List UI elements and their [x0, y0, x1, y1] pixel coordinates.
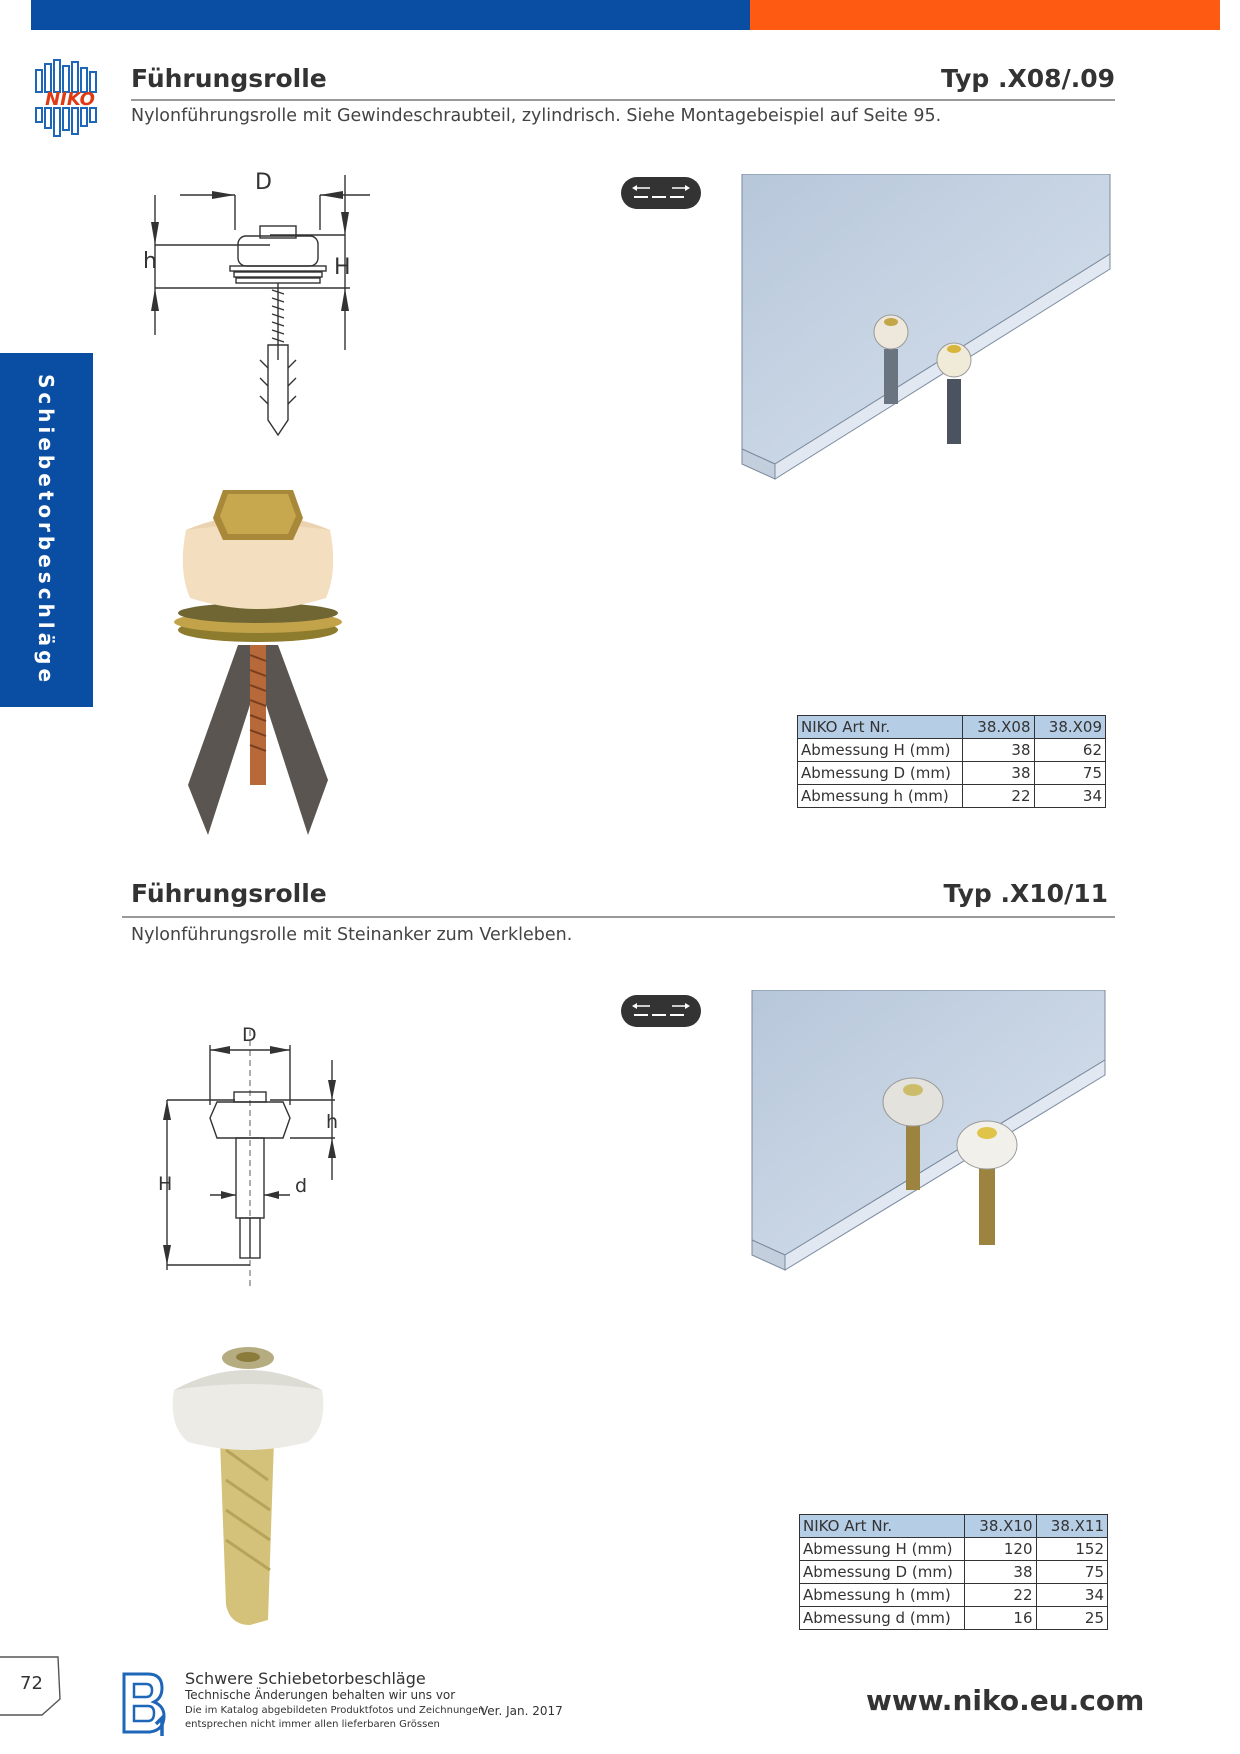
top-bar-orange — [750, 0, 1220, 30]
table-cell: 25 — [1036, 1607, 1108, 1630]
table-row — [800, 1538, 1108, 1561]
section1-title: Führungsrolle — [131, 64, 327, 93]
side-tab-label: Schiebetorbeschläge — [34, 373, 58, 687]
table-row — [800, 1561, 1108, 1584]
page-number-tab — [0, 1655, 64, 1717]
section2-installation-illustration — [750, 990, 1120, 1290]
table-cell: 34 — [1036, 1584, 1108, 1607]
page-number: 72 — [20, 1673, 43, 1694]
table-cell: Abmessung D (mm) — [798, 762, 963, 785]
section1-spec-table — [797, 715, 1106, 808]
table-cell: 62 — [1034, 739, 1106, 762]
footer-note-photos: Die im Katalog abgebildeten Produktfotos und Zeichnungen — [185, 1705, 485, 1716]
table-header-row — [798, 716, 1106, 739]
section1-installation-illustration — [740, 174, 1120, 494]
section1-divider — [131, 99, 1115, 101]
table-header-cell: 38.X11 — [1036, 1515, 1108, 1538]
table-cell: 75 — [1034, 762, 1106, 785]
section2-description: Nylonführungsrolle mit Steinanker zum Verkleben. — [131, 925, 573, 945]
section2-divider — [122, 916, 1115, 918]
slide-direction-icon — [620, 994, 702, 1028]
table-cell: 38 — [965, 1561, 1037, 1584]
table-cell: 75 — [1036, 1561, 1108, 1584]
niko-logo — [28, 56, 114, 144]
table-cell: 34 — [1034, 785, 1106, 808]
table-row — [798, 785, 1106, 808]
table-cell: 152 — [1036, 1538, 1108, 1561]
drawing-label-D: D — [242, 1024, 257, 1046]
logo-text: NIKO — [45, 89, 95, 110]
table-header-cell: 38.X10 — [965, 1515, 1037, 1538]
drawing-label-h: h — [143, 249, 157, 274]
table-header-cell: 38.X09 — [1034, 716, 1106, 739]
section2-product-photo — [168, 1330, 328, 1630]
table-cell: 22 — [963, 785, 1035, 808]
footer-version: Ver. Jan. 2017 — [480, 1704, 563, 1718]
section1-type: Typ .X08/.09 — [941, 64, 1115, 93]
footer-note-sizes: entsprechen nicht immer allen lieferbaren Grössen — [185, 1719, 440, 1730]
section1-description: Nylonführungsrolle mit Gewindeschraubteil, zylindrisch. Siehe Montagebeispiel auf Seite 95. — [131, 106, 942, 126]
table-cell: Abmessung H (mm) — [800, 1538, 965, 1561]
section2-title: Führungsrolle — [131, 879, 327, 908]
table-cell: Abmessung h (mm) — [798, 785, 963, 808]
drawing-label-H: H — [158, 1173, 173, 1195]
table-row — [800, 1607, 1108, 1630]
table-row — [798, 739, 1106, 762]
drawing-label-h: h — [326, 1111, 339, 1133]
table-cell: Abmessung D (mm) — [800, 1561, 965, 1584]
table-row — [798, 762, 1106, 785]
table-header-row — [800, 1515, 1108, 1538]
table-cell: Abmessung h (mm) — [800, 1584, 965, 1607]
table-cell: 16 — [965, 1607, 1037, 1630]
catalog-b1-logo — [120, 1670, 168, 1736]
drawing-label-d: d — [295, 1175, 308, 1197]
top-bar-blue — [31, 0, 750, 30]
catalog-title: Schwere Schiebetorbeschläge — [185, 1669, 426, 1688]
drawing-label-H: H — [334, 255, 351, 280]
table-header-cell: NIKO Art Nr. — [800, 1515, 965, 1538]
section2-technical-drawing — [155, 1020, 355, 1290]
table-header-cell: NIKO Art Nr. — [798, 716, 963, 739]
section1-technical-drawing — [140, 160, 370, 440]
side-tab — [0, 353, 93, 707]
table-header-cell: 38.X08 — [963, 716, 1035, 739]
section2-type: Typ .X10/11 — [943, 879, 1108, 908]
table-cell: 38 — [963, 739, 1035, 762]
table-cell: 22 — [965, 1584, 1037, 1607]
table-cell: 120 — [965, 1538, 1037, 1561]
table-row — [800, 1584, 1108, 1607]
section2-spec-table — [799, 1514, 1108, 1630]
footer-note-changes: Technische Änderungen behalten wir uns vor — [185, 1688, 456, 1702]
section1-product-photo — [168, 480, 348, 835]
table-cell: Abmessung H (mm) — [798, 739, 963, 762]
drawing-label-D: D — [255, 170, 272, 195]
table-cell: Abmessung d (mm) — [800, 1607, 965, 1630]
slide-direction-icon — [620, 176, 702, 210]
table-cell: 38 — [963, 762, 1035, 785]
website-link[interactable]: www.niko.eu.com — [866, 1684, 1145, 1717]
